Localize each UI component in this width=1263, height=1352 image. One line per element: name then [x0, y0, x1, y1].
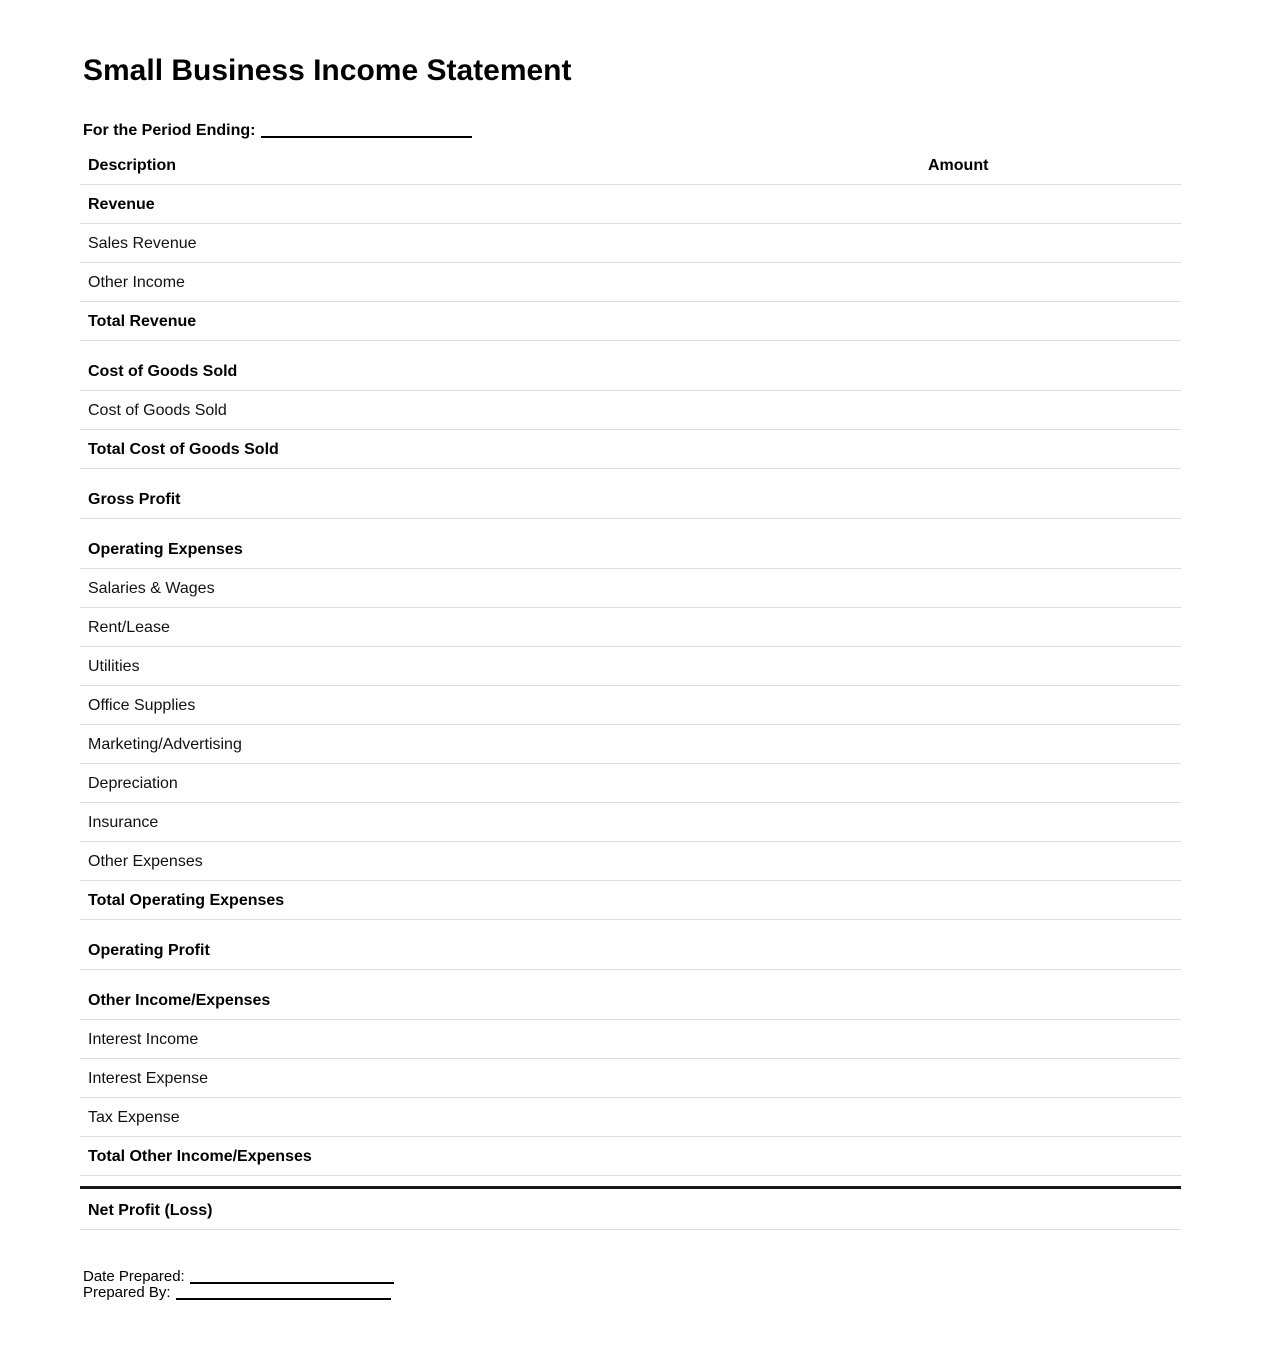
row-label: Cost of Goods Sold	[88, 402, 227, 419]
row-label: Interest Expense	[88, 1070, 209, 1087]
period-ending-label: For the Period Ending:	[83, 122, 256, 139]
table-row	[80, 352, 1181, 391]
document-footer	[83, 1269, 1181, 1301]
table-row	[80, 803, 1181, 842]
table-row	[80, 931, 1181, 970]
table-row	[80, 391, 1181, 430]
table-row	[80, 725, 1181, 764]
table-row	[80, 430, 1181, 469]
income-statement-table	[80, 146, 1181, 1230]
row-label: Total Other Income/Expenses	[88, 1148, 312, 1165]
row-label: Total Revenue	[88, 313, 197, 330]
prepared-by-line	[83, 1285, 1181, 1301]
row-label: Tax Expense	[88, 1109, 180, 1126]
period-ending-line	[83, 122, 1181, 140]
table-row	[80, 1098, 1181, 1137]
page-title: Small Business Income Statement	[83, 54, 572, 87]
table-row	[80, 764, 1181, 803]
table-row	[80, 1020, 1181, 1059]
row-label: Marketing/Advertising	[88, 736, 242, 753]
table-row	[80, 647, 1181, 686]
table-row	[80, 302, 1181, 341]
row-label: Total Cost of Goods Sold	[88, 441, 279, 458]
row-label: Insurance	[88, 814, 159, 831]
table-row	[80, 185, 1181, 224]
table-row	[80, 881, 1181, 920]
prepared-by-label: Prepared By:	[83, 1284, 171, 1301]
column-header-amount: Amount	[928, 157, 989, 174]
table-row	[80, 1186, 1181, 1230]
row-label: Operating Expenses	[88, 541, 243, 558]
row-label: Cost of Goods Sold	[88, 363, 238, 380]
row-label: Operating Profit	[88, 942, 210, 959]
table-row	[80, 686, 1181, 725]
table-row	[80, 608, 1181, 647]
row-label: Office Supplies	[88, 697, 196, 714]
table-row	[80, 1059, 1181, 1098]
table-row	[80, 1137, 1181, 1176]
table-header-row	[80, 146, 1181, 185]
table-row	[80, 530, 1181, 569]
row-label: Rent/Lease	[88, 619, 170, 636]
row-label: Sales Revenue	[88, 235, 197, 252]
row-label: Net Profit (Loss)	[88, 1202, 213, 1219]
row-label: Utilities	[88, 658, 140, 675]
date-prepared-line	[83, 1269, 1181, 1285]
table-row	[80, 981, 1181, 1020]
row-label: Total Operating Expenses	[88, 892, 285, 909]
period-ending-blank-line	[261, 135, 472, 138]
prepared-by-blank-line	[176, 1297, 391, 1300]
row-label: Depreciation	[88, 775, 178, 792]
column-header-description: Description	[88, 157, 177, 174]
row-label: Other Income	[88, 274, 185, 291]
row-label: Salaries & Wages	[88, 580, 215, 597]
date-prepared-label: Date Prepared:	[83, 1268, 185, 1285]
table-rows	[80, 185, 1181, 1230]
table-row	[80, 263, 1181, 302]
table-row	[80, 842, 1181, 881]
table-row	[80, 480, 1181, 519]
row-label: Interest Income	[88, 1031, 199, 1048]
row-label: Other Income/Expenses	[88, 992, 271, 1009]
table-row	[80, 224, 1181, 263]
row-label: Other Expenses	[88, 853, 203, 870]
row-label: Revenue	[88, 196, 155, 213]
row-label: Gross Profit	[88, 491, 181, 508]
table-row	[80, 569, 1181, 608]
date-prepared-blank-line	[190, 1281, 394, 1284]
